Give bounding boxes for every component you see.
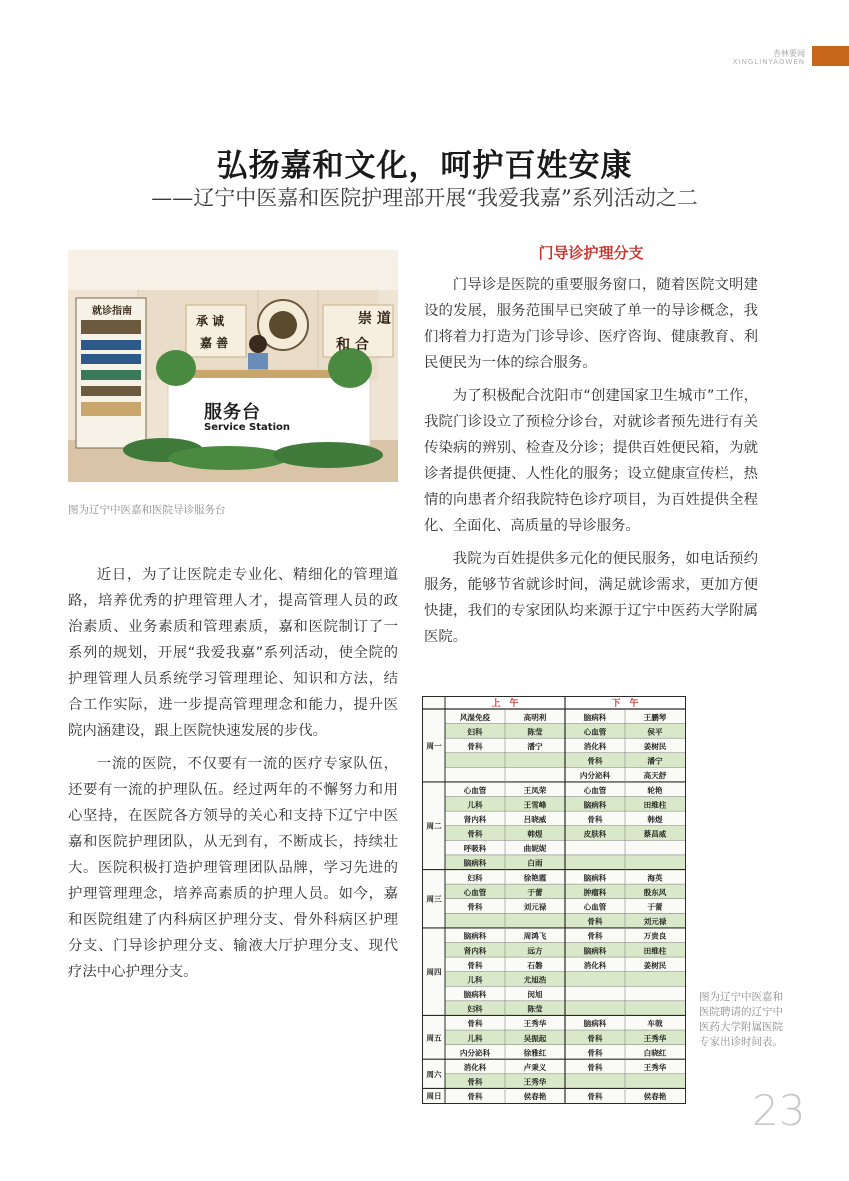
guide-sign-text: 就诊指南 — [92, 306, 132, 317]
schedule-cell: 闵旭 — [527, 990, 543, 1000]
left-column — [68, 562, 398, 985]
schedule-cell: 儿科 — [467, 1033, 483, 1043]
paragraph: 我院为百姓提供多元化的便民服务，如电话预约服务，能够节省就诊时间，满足就诊需求，更加方便快捷，我们的专家团队均来源于辽宁中医药大学附属医院。 — [424, 551, 758, 645]
schedule-cell: 田维柱 — [643, 800, 667, 810]
schedule-cell: 脑病科 — [463, 931, 487, 941]
schedule-cell: 姜树民 — [643, 960, 667, 970]
schedule-cell: 白晓红 — [643, 1048, 667, 1058]
schedule-cell: 肾内科 — [463, 946, 487, 956]
schedule-cell: 心血管 — [583, 902, 607, 912]
schedule-cell: 周鸿飞 — [523, 931, 547, 941]
schedule-caption: 图为辽宁中医嘉和医院聘请的辽宁中医药大学附属医院专家出诊时间表。 — [699, 991, 783, 1048]
schedule-cell: 刘元禄 — [523, 902, 547, 912]
section-heading: 门导诊护理分支 — [538, 244, 644, 262]
schedule-cell: 儿科 — [467, 975, 483, 985]
schedule-cell: 田维柱 — [643, 946, 667, 956]
schedule-cell: 骨科 — [587, 917, 603, 927]
schedule-cell: 白雨 — [527, 858, 543, 868]
schedule-cell: 脑病科 — [583, 800, 607, 810]
wall-board-left-2: 嘉 善 — [200, 336, 229, 350]
paragraph: 为了积极配合沈阳市“创建国家卫生城市”工作，我院门诊设立了预检分诊台，对就诊者预先进行有关传染病的辨别、检查及分诊；提供百姓便民箱，为就诊者提供便捷、人性化的服务；设立健康宣传栏，热情的向患者介绍我院特色诊疗项目，为百姓提供全程化、全面化、高质量的导诊服务。 — [424, 388, 758, 534]
header-am: 上 午 — [491, 699, 519, 709]
schedule-cell: 骨科 — [587, 1048, 603, 1058]
schedule-cell: 吕晓威 — [523, 814, 547, 824]
section-name: 杏林要闻 — [773, 49, 805, 58]
schedule-cell: 卢秉义 — [523, 1063, 547, 1073]
schedule-cell: 儿科 — [467, 800, 483, 810]
wall-board-right-1: 崇 道 — [358, 311, 391, 327]
schedule-cell: 骨科 — [587, 1033, 603, 1043]
schedule-cell: 妇科 — [467, 727, 483, 737]
schedule-cell: 骨科 — [587, 1063, 603, 1073]
schedule-cell: 远方 — [527, 946, 543, 956]
schedule-cell: 心血管 — [583, 785, 607, 795]
schedule-cell: 内分泌科 — [579, 771, 611, 781]
schedule-cell: 骨科 — [587, 756, 603, 766]
expert-schedule-table — [422, 696, 686, 1104]
schedule-cell: 骨科 — [467, 829, 483, 839]
schedule-cell: 王凤荣 — [523, 785, 547, 795]
schedule-cell: 脑病科 — [583, 873, 607, 883]
paragraph: 近日，为了让医院走专业化、精细化的管理道路，培养优秀的护理管理人才，提高管理人员的政治素质、业务素质和管理素质，嘉和医院制订了一系列的规划，开展“我爱我嘉”系列活动，使全院的护理管理人员系统学习管理理论、知识和方法，结合工作实际，进一步提高管理理念和能力，提升医院内涵建设，跟上医院快速发展的步伐。 — [68, 567, 398, 739]
schedule-cell: 骨科 — [467, 1019, 483, 1029]
schedule-cell: 消化科 — [463, 1063, 487, 1073]
schedule-cell: 陈莹 — [527, 727, 543, 737]
schedule-cell: 王秀华 — [643, 1063, 667, 1073]
schedule-cell: 王雪峰 — [523, 800, 547, 810]
schedule-cell: 殷东风 — [643, 887, 667, 897]
schedule-cell: 王鹏琴 — [643, 712, 667, 722]
schedule-cell: 骨科 — [587, 931, 603, 941]
schedule-cell: 轮艳 — [647, 785, 663, 795]
schedule-cell: 皮肤科 — [583, 829, 607, 839]
paragraph: 门导诊是医院的重要服务窗口，随着医院文明建设的发展，服务范围早已突破了单一的导诊概念，我们将着力打造为门诊导诊、医疗咨询、健康教育、利民便民为一体的综合服务。 — [424, 277, 758, 371]
schedule-cell: 潘宁 — [527, 741, 543, 751]
day-label: 周三 — [426, 894, 442, 904]
schedule-cell: 肾内科 — [463, 814, 487, 824]
desk-sign-en: Service Station — [204, 422, 290, 433]
schedule-cell: 海英 — [647, 873, 663, 883]
header-pm: 下 午 — [611, 699, 639, 709]
schedule-cell: 心血管 — [463, 887, 487, 897]
schedule-cell: 肿瘤科 — [583, 887, 607, 897]
day-label: 周五 — [426, 1033, 442, 1043]
day-label: 周日 — [426, 1091, 442, 1101]
schedule-cell: 内分泌科 — [459, 1048, 491, 1058]
section-name-en: XINGLINYAOWEN — [732, 58, 805, 66]
day-label: 周六 — [426, 1069, 442, 1079]
wall-board-right-2: 和 合 — [336, 337, 369, 353]
day-label: 周一 — [426, 741, 442, 751]
schedule-cell: 脑病科 — [463, 990, 487, 1000]
service-desk-photo — [68, 250, 398, 482]
schedule-cell: 于蕾 — [647, 902, 663, 912]
schedule-cell: 于蕾 — [527, 887, 543, 897]
schedule-grid — [423, 697, 685, 1103]
schedule-cell: 韩煜 — [527, 829, 543, 839]
schedule-cell: 妇科 — [467, 873, 483, 883]
schedule-cell: 消化科 — [583, 741, 607, 751]
schedule-cell: 王秀华 — [643, 1033, 667, 1043]
schedule-cell: 骨科 — [467, 741, 483, 751]
schedule-cell: 姜树民 — [643, 741, 667, 751]
schedule-cell: 骨科 — [467, 902, 483, 912]
right-column — [424, 272, 758, 650]
schedule-cell: 刘元禄 — [643, 917, 667, 927]
day-label: 周四 — [426, 967, 442, 977]
wall-board-left-1: 承 诚 — [196, 314, 225, 328]
schedule-cell: 骨科 — [467, 960, 483, 970]
schedule-cell: 心血管 — [463, 785, 487, 795]
schedule-cell: 高天舒 — [643, 771, 667, 781]
schedule-cell: 潘宁 — [647, 756, 663, 766]
schedule-cell: 陈莹 — [527, 1004, 543, 1014]
schedule-cell: 骨科 — [587, 1092, 603, 1102]
schedule-cell: 脑病科 — [463, 858, 487, 868]
schedule-cell: 风湿免疫 — [459, 712, 491, 722]
schedule-cell: 侯平 — [647, 727, 663, 737]
article-title: 弘扬嘉和文化，呵护百姓安康 — [216, 148, 633, 184]
schedule-cell: 脑病科 — [583, 1019, 607, 1029]
schedule-cell: 尤旭浩 — [523, 975, 547, 985]
schedule-cell: 韩煜 — [647, 814, 663, 824]
photo-caption: 图为辽宁中医嘉和医院导诊服务台 — [68, 504, 226, 516]
schedule-cell: 石磐 — [527, 960, 543, 970]
schedule-cell: 王秀华 — [523, 1077, 547, 1087]
schedule-cell: 骨科 — [467, 1092, 483, 1102]
schedule-cell: 徐雅红 — [523, 1048, 547, 1058]
schedule-cell: 车戟 — [647, 1019, 663, 1029]
schedule-cell: 脑病科 — [583, 946, 607, 956]
schedule-cell: 消化科 — [583, 960, 607, 970]
article-subtitle: ——辽宁中医嘉和医院护理部开展“我爱我嘉”系列活动之二 — [151, 186, 698, 210]
schedule-cell: 呼吸科 — [463, 844, 487, 854]
schedule-cell: 万贵良 — [643, 931, 667, 941]
schedule-cell: 侯春艳 — [643, 1092, 667, 1102]
schedule-cell: 王秀华 — [523, 1019, 547, 1029]
schedule-cell: 心血管 — [583, 727, 607, 737]
day-label: 周二 — [426, 821, 442, 831]
schedule-cell: 脑病科 — [583, 712, 607, 722]
desk-sign-cn: 服务台 — [204, 402, 261, 423]
schedule-cell: 妇科 — [467, 1004, 483, 1014]
schedule-cell: 骨科 — [587, 814, 603, 824]
schedule-cell: 骨科 — [467, 1077, 483, 1087]
schedule-cell: 徐艳霞 — [523, 873, 547, 883]
paragraph: 一流的医院，不仅要有一流的医疗专家队伍，还要有一流的护理队伍。经过两年的不懈努力和用心坚持，在医院各方领导的关心和支持下辽宁中医嘉和医院护理团队，从无到有，不断成长，持续壮大。医院积极打造护理管理团队品牌，学习先进的护理管理理念，培养高素质的护理人员。如今，嘉和医院组建了内科病区护理分支、骨外科病区护理分支、门导诊护理分支、输液大厅护理分支、现代疗法中心护理分支。 — [68, 756, 398, 980]
schedule-cell: 吴振起 — [523, 1033, 547, 1043]
schedule-cell: 蔡昌威 — [643, 829, 667, 839]
page-number: 23 — [752, 1086, 806, 1135]
schedule-cell: 侯春艳 — [523, 1092, 547, 1102]
schedule-cell: 高明利 — [523, 712, 547, 722]
header-accent-bar — [812, 46, 849, 66]
schedule-cell: 曲妮妮 — [523, 844, 547, 854]
